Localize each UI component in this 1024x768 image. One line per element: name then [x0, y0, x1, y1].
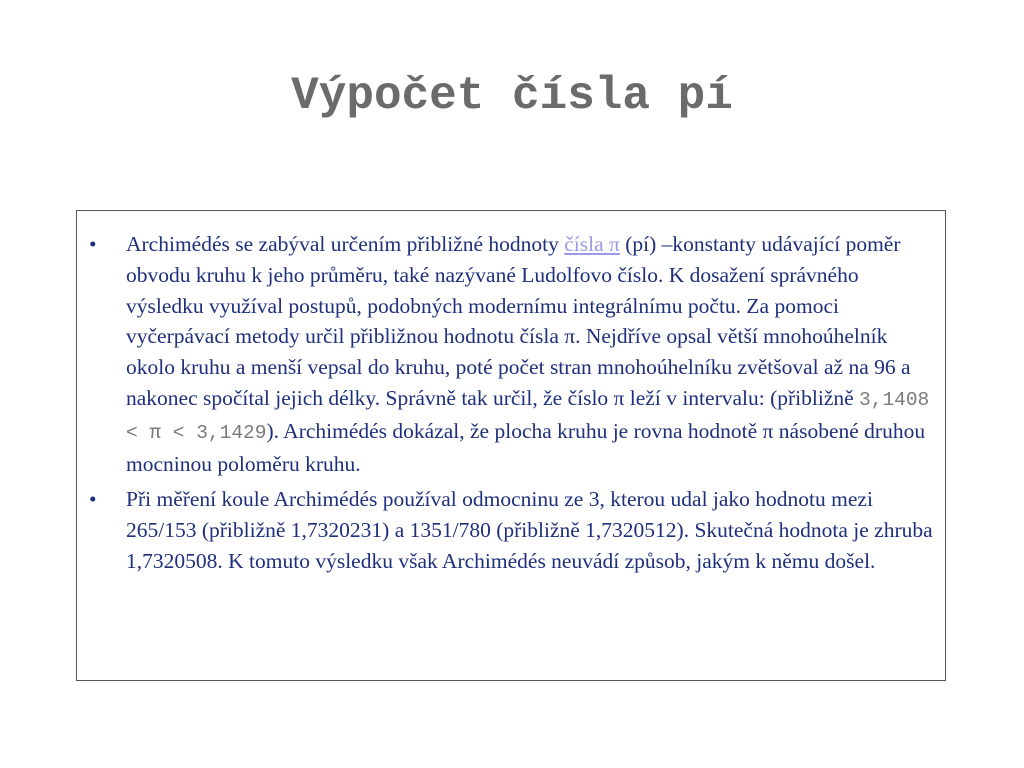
pi-number-link[interactable]: čísla π [564, 232, 620, 256]
bullet-text-after-interval: ). Archimédés dokázal, že plocha kruhu je rovna hodnotě π násobené druhou mocninou poloměru kruhu. [126, 418, 926, 476]
bullet-icon: • [89, 232, 97, 256]
bullet-text-before-link: Archimédés se zabýval určením přibližné hodnoty [126, 232, 565, 256]
bullet-list [89, 229, 934, 582]
content-box [76, 210, 946, 681]
bullet-item-archimedes-pi [89, 229, 934, 479]
bullet-icon: • [89, 487, 97, 512]
pi-interval-value: 3,1408 < π < 3,1429 [126, 388, 930, 444]
bullet-item-sqrt3 [89, 484, 934, 576]
bullet-text-sqrt3: Při měření koule Archimédés používal odmocninu ze 3, kterou udal jako hodnotu mezi 265/153 (přibližně 1,7320231) a 1351/780 (přibližně 1,7320512). Skutečná hodnota je zhruba 1,7320508. K tomuto výsledku však Archimédés neuvádí způsob, jakým k němu došel. [126, 487, 933, 573]
bullet-text-after-link: (pí) –konstanty udávající poměr obvodu kruhu k jeho průměru, také nazývané Ludolfovo číslo. K dosažení správného výsledku využíval postupů, podobných modernímu integrálnímu počtu. Za pomoci vyčerpávací metody určil přibližnou hodnotu čísla π. Nejdříve opsal větší mnohoúhelník okolo kruhu a menší vepsal do kruhu, poté počet stran mnohoúhelníku zvětšoval až na 96 a nakonec spočítal jejich délky. Správně tak určil, že číslo π leží v intervalu: (přibližně [126, 232, 911, 410]
slide-title: Výpočet čísla pí [291, 70, 733, 122]
